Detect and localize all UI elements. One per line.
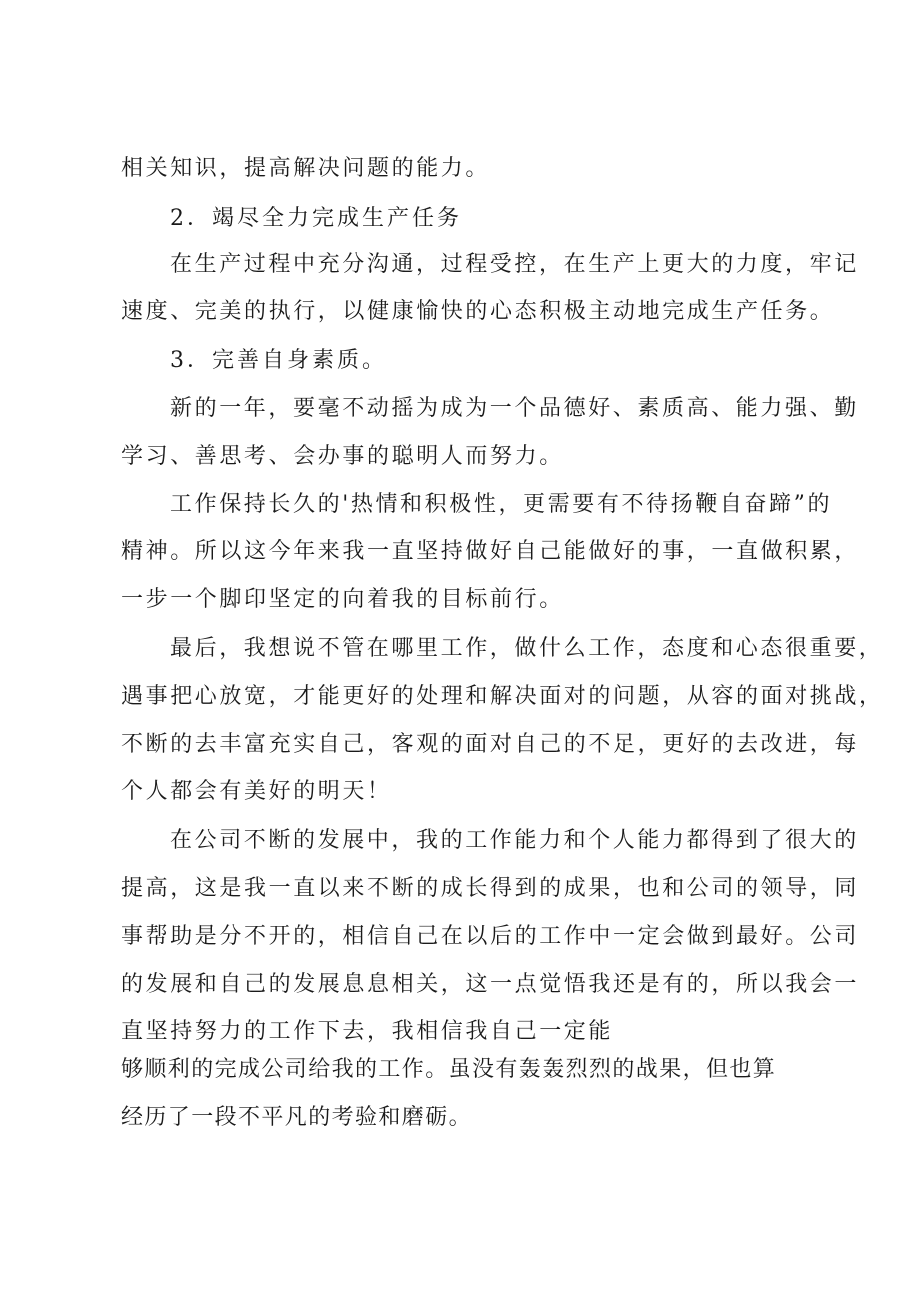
paragraph-line: 遇事把心放宽，才能更好的处理和解决面对的问题，从容的面对挑战， bbox=[121, 684, 884, 709]
paragraph-line: 个人都会有美好的明天！ bbox=[121, 779, 392, 804]
paragraph-line: 的发展和自己的发展息息相关，这一点觉悟我还是有的，所以我会一 bbox=[121, 972, 860, 997]
paragraph-line: 够顺利的完成公司给我的工作。虽没有轰轰烈烈的战果，但也算 bbox=[121, 1057, 777, 1082]
paragraph-line: 速度、完美的执行，以健康愉快的心态积极主动地完成生产任务。 bbox=[121, 299, 835, 324]
paragraph-line: 在生产过程中充分沟通，过程受控，在生产上更大的力度，牢记 bbox=[170, 252, 859, 277]
paragraph-line: 工作保持长久的'热情和积极性，更需要有不待扬鞭自奋蹄”的 bbox=[170, 492, 833, 517]
section-heading: 2．竭尽全力完成生产任务 bbox=[170, 206, 462, 231]
paragraph-line: 一步一个脚印坚定的向着我的目标前行。 bbox=[121, 587, 564, 612]
paragraph-line: 精神。所以这今年来我一直坚持做好自己能做好的事，一直做积累， bbox=[121, 539, 860, 564]
paragraph-line: 不断的去丰富充实自己，客观的面对自己的不足，更好的去改进，每 bbox=[121, 732, 860, 757]
section-heading: 3．完善自身素质。 bbox=[170, 348, 387, 373]
paragraph-line: 学习、善思考、会办事的聪明人而努力。 bbox=[121, 444, 564, 469]
paragraph-line: 在公司不断的发展中，我的工作能力和个人能力都得到了很大的 bbox=[170, 828, 859, 853]
paragraph-line: 事帮助是分不开的，相信自己在以后的工作中一定会做到最好。公司 bbox=[121, 924, 860, 949]
paragraph-line: 最后，我想说不管在哪里工作，做什么工作，态度和心态很重要， bbox=[170, 636, 884, 661]
paragraph-line: 直坚持努力的工作下去，我相信我自己一定能 bbox=[121, 1019, 614, 1044]
paragraph-line: 经历了一段不平凡的考验和磨砺。 bbox=[121, 1105, 473, 1130]
paragraph-line: 相关知识，提高解决问题的能力。 bbox=[121, 156, 491, 181]
paragraph-line: 提高，这是我一直以来不断的成长得到的成果，也和公司的领导，同 bbox=[121, 876, 860, 901]
paragraph-line: 新的一年，要毫不动摇为成为一个品德好、素质高、能力强、勤 bbox=[170, 396, 859, 421]
